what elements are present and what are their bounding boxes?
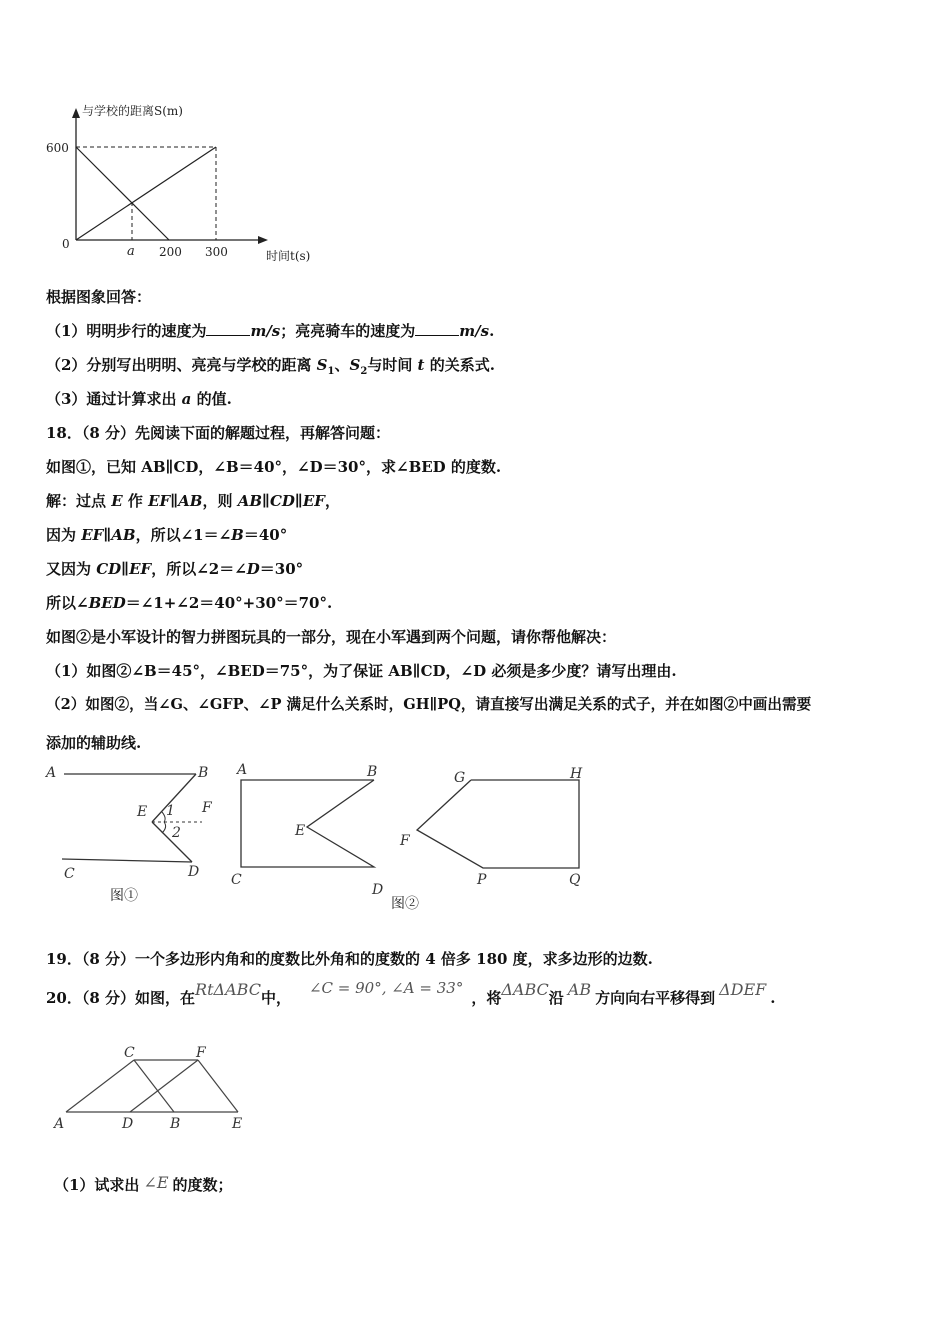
q17-part3: （3）通过计算求出 a 的值.: [46, 390, 232, 408]
x-axis-label: 时间t(s): [266, 249, 311, 263]
label-d: D: [188, 864, 200, 880]
label-1: 1: [166, 803, 175, 819]
angle-2-arc: [162, 822, 166, 833]
q18-line5: 所以∠BED＝∠1+∠2＝40°+30°＝70°.: [46, 594, 333, 612]
label-g: G: [454, 770, 466, 786]
y-axis-label: 与学校的距离S(m): [82, 104, 183, 118]
label-f2: F: [400, 833, 410, 849]
caption-fig2: 图②: [391, 896, 419, 912]
label-a3: A: [54, 1116, 65, 1132]
q19-text: 19．（8 分）一个多边形内角和的度数比外角和的度数的 4 倍多 180 度，求多边形的边数.: [46, 950, 653, 968]
line-falling: [76, 147, 169, 240]
label-d2: D: [372, 882, 384, 898]
q17-part2: （2）分别写出明明、亮亮与学校的距离 $S_1$、$S_2$与时间 t 的关系式.: [46, 356, 495, 377]
q18-line4: 又因为 CD∥EF，所以∠2＝∠D＝30°: [46, 560, 304, 578]
q17-part1: （1）明明步行的速度为 m/s；亮亮骑车的速度为 m/s.: [46, 322, 495, 340]
label-c: C: [64, 866, 75, 882]
segment-cd: [62, 859, 192, 862]
q18-line8: （2）如图②，当∠G、∠GFP、∠P 满足什么关系时，GH∥PQ，请直接写出满足关系的式子，并在如图②中画出需要: [46, 696, 812, 713]
label-f3: F: [196, 1045, 206, 1061]
label-f: F: [202, 800, 212, 816]
label-c2: C: [231, 872, 242, 888]
label-c3: C: [124, 1045, 135, 1061]
q18-line2: 解：过点 E 作 EF∥AB，则 AB∥CD∥EF，: [46, 492, 340, 510]
q18-line9: 添加的辅助线.: [46, 734, 142, 752]
label-a2: A: [237, 762, 248, 778]
q20-text: 20．（8 分）如图，在RtΔABC中，∠C = 90°, ∠A = 33°，将ΔABC沿 AB 方向向右平移得到 ΔDEF .: [46, 979, 776, 1007]
label-e2: E: [295, 823, 306, 839]
answer-blank[interactable]: [206, 321, 250, 336]
label-d3: D: [122, 1116, 134, 1132]
y-axis-arrow-icon: [72, 108, 80, 118]
label-2: 2: [172, 825, 181, 841]
left-piece: [241, 780, 374, 867]
q18-heading: 18．（8 分）先阅读下面的解题过程，再解答问题：: [46, 424, 391, 442]
label-a: A: [46, 765, 57, 781]
distance-time-graph: [40, 100, 340, 270]
y-tick-600: 600: [46, 141, 69, 155]
caption-fig1: 图①: [110, 888, 138, 904]
right-piece: [417, 780, 579, 868]
q17-intro: 根据图象回答：: [46, 288, 152, 306]
label-e3: E: [232, 1116, 243, 1132]
x-tick-200: 200: [159, 245, 182, 259]
q18-line7: （1）如图②∠B＝45°，∠BED＝75°，为了保证 AB∥CD，∠D 必须是多少度？请写出理由.: [46, 662, 677, 680]
label-b: B: [198, 765, 209, 781]
label-h: H: [570, 766, 583, 782]
origin-label: 0: [62, 237, 70, 251]
segment-fe: [198, 1060, 238, 1112]
label-e: E: [137, 804, 148, 820]
label-b3: B: [170, 1116, 181, 1132]
answer-blank[interactable]: [415, 321, 459, 336]
angle-1-arc: [162, 812, 165, 822]
x-axis-arrow-icon: [258, 236, 268, 244]
label-b2: B: [367, 764, 378, 780]
figure-3: [48, 1040, 258, 1140]
x-tick-a: a: [127, 244, 135, 259]
q18-line3: 因为 EF∥AB，所以∠1＝∠B＝40°: [46, 526, 288, 544]
figure-1: [40, 760, 220, 910]
line-rising: [76, 147, 216, 240]
label-q: Q: [569, 872, 581, 888]
label-p: P: [477, 872, 487, 888]
x-tick-300: 300: [205, 245, 228, 259]
segment-ac: [66, 1060, 134, 1112]
q18-line6: 如图②是小军设计的智力拼图玩具的一部分，现在小军遇到两个问题，请你帮他解决：: [46, 628, 617, 646]
q18-line1: 如图①，已知 AB∥CD，∠B＝40°，∠D＝30°，求∠BED 的度数.: [46, 458, 502, 476]
figure-2: [225, 760, 605, 920]
q20-part1: （1）试求出 ∠E 的度数；: [54, 1173, 233, 1194]
